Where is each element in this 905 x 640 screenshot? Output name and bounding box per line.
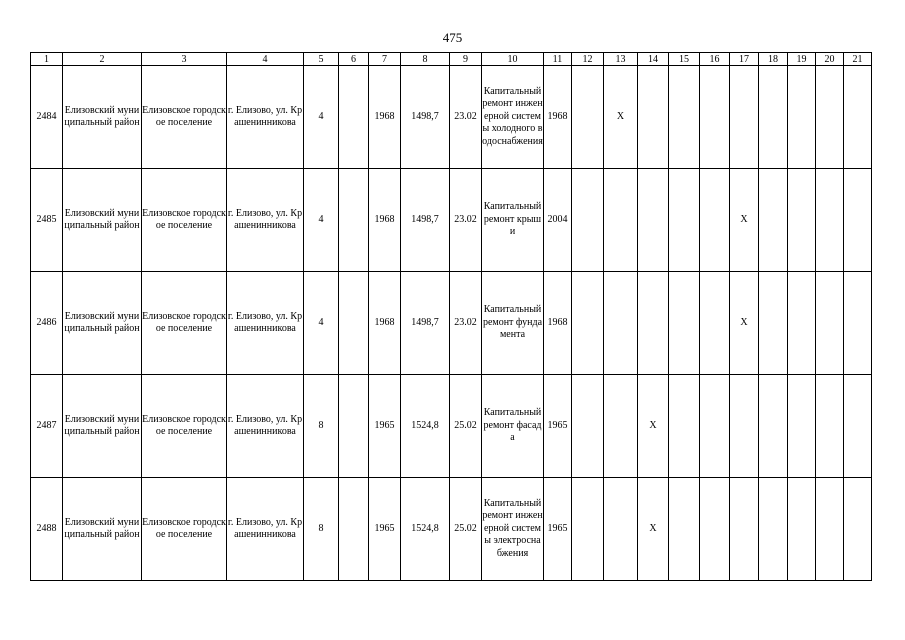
- column-number-header: [31, 53, 872, 66]
- cell-address: г. Елизово, ул. Крашенинникова: [227, 169, 304, 272]
- cell-mark-col-18: [759, 169, 788, 272]
- cell-year-built: 1965: [369, 375, 401, 478]
- cell-col-5: 4: [304, 272, 339, 375]
- header-row: [31, 53, 872, 66]
- cell-mark-col-12: [572, 66, 604, 169]
- cell-mark-col-15: [669, 169, 700, 272]
- cell-col-6: [339, 66, 369, 169]
- cell-mark-col-13: [604, 169, 638, 272]
- cell-col-6: [339, 272, 369, 375]
- column-number-16: 16: [700, 53, 730, 66]
- table-row: [31, 478, 872, 581]
- cell-mark-col-16: [700, 169, 730, 272]
- cell-mark-col-18: [759, 272, 788, 375]
- cell-mark-col-15: [669, 66, 700, 169]
- column-number-10: 10: [482, 53, 544, 66]
- cell-address: г. Елизово, ул. Крашенинникова: [227, 66, 304, 169]
- column-number-14: 14: [638, 53, 669, 66]
- cell-year: 1968: [544, 66, 572, 169]
- cell-settlement: Елизовское городское поселение: [142, 478, 227, 581]
- cell-work-type: Капитальный ремонт инженерной системы холодного водоснабжения: [482, 66, 544, 169]
- register-table: [30, 52, 872, 581]
- cell-mark-col-15: [669, 375, 700, 478]
- cell-col-6: [339, 478, 369, 581]
- cell-col-9: 23.02: [450, 272, 482, 375]
- cell-mark-col-19: [788, 169, 816, 272]
- cell-mark-col-21: [844, 375, 872, 478]
- cell-address: г. Елизово, ул. Крашенинникова: [227, 478, 304, 581]
- column-number-15: 15: [669, 53, 700, 66]
- cell-mark-col-16: [700, 66, 730, 169]
- column-number-5: 5: [304, 53, 339, 66]
- cell-mark-col-14: [638, 272, 669, 375]
- cell-col-5: 8: [304, 375, 339, 478]
- column-number-6: 6: [339, 53, 369, 66]
- column-number-2: 2: [63, 53, 142, 66]
- cell-mark-col-13: [604, 272, 638, 375]
- cell-year-built: 1968: [369, 272, 401, 375]
- cell-mark-col-14: X: [638, 478, 669, 581]
- column-number-11: 11: [544, 53, 572, 66]
- cell-district: Елизовский муниципальный район: [63, 478, 142, 581]
- cell-year: 2004: [544, 169, 572, 272]
- column-number-19: 19: [788, 53, 816, 66]
- cell-work-type: Капитальный ремонт фундамента: [482, 272, 544, 375]
- cell-mark-col-14: [638, 66, 669, 169]
- cell-col-9: 25.02: [450, 375, 482, 478]
- cell-settlement: Елизовское городское поселение: [142, 375, 227, 478]
- cell-record-id: 2486: [31, 272, 63, 375]
- cell-mark-col-16: [700, 272, 730, 375]
- cell-address: г. Елизово, ул. Крашенинникова: [227, 375, 304, 478]
- cell-mark-col-21: [844, 169, 872, 272]
- column-number-7: 7: [369, 53, 401, 66]
- cell-col-5: 4: [304, 169, 339, 272]
- cell-mark-col-21: [844, 272, 872, 375]
- cell-col-5: 4: [304, 66, 339, 169]
- cell-mark-col-20: [816, 478, 844, 581]
- cell-mark-col-18: [759, 66, 788, 169]
- cell-area: 1498,7: [401, 169, 450, 272]
- cell-mark-col-17: [730, 375, 759, 478]
- cell-area: 1524,8: [401, 375, 450, 478]
- cell-district: Елизовский муниципальный район: [63, 272, 142, 375]
- cell-work-type: Капитальный ремонт крыши: [482, 169, 544, 272]
- cell-mark-col-17: X: [730, 169, 759, 272]
- cell-mark-col-20: [816, 169, 844, 272]
- cell-mark-col-13: X: [604, 66, 638, 169]
- table-row: [31, 169, 872, 272]
- cell-settlement: Елизовское городское поселение: [142, 169, 227, 272]
- cell-mark-col-12: [572, 169, 604, 272]
- cell-address: г. Елизово, ул. Крашенинникова: [227, 272, 304, 375]
- cell-year: 1965: [544, 478, 572, 581]
- cell-year-built: 1968: [369, 169, 401, 272]
- table-row: [31, 375, 872, 478]
- cell-mark-col-20: [816, 375, 844, 478]
- cell-mark-col-19: [788, 375, 816, 478]
- column-number-3: 3: [142, 53, 227, 66]
- cell-mark-col-19: [788, 272, 816, 375]
- cell-year-built: 1965: [369, 478, 401, 581]
- cell-mark-col-16: [700, 375, 730, 478]
- cell-col-5: 8: [304, 478, 339, 581]
- cell-mark-col-18: [759, 478, 788, 581]
- cell-record-id: 2487: [31, 375, 63, 478]
- column-number-1: 1: [31, 53, 63, 66]
- cell-mark-col-17: [730, 66, 759, 169]
- cell-record-id: 2485: [31, 169, 63, 272]
- cell-mark-col-12: [572, 272, 604, 375]
- column-number-4: 4: [227, 53, 304, 66]
- cell-district: Елизовский муниципальный район: [63, 169, 142, 272]
- column-number-12: 12: [572, 53, 604, 66]
- cell-mark-col-20: [816, 272, 844, 375]
- cell-record-id: 2484: [31, 66, 63, 169]
- cell-work-type: Капитальный ремонт фасада: [482, 375, 544, 478]
- cell-mark-col-14: X: [638, 375, 669, 478]
- cell-mark-col-12: [572, 375, 604, 478]
- column-number-17: 17: [730, 53, 759, 66]
- table-row: [31, 272, 872, 375]
- cell-mark-col-18: [759, 375, 788, 478]
- cell-mark-col-19: [788, 478, 816, 581]
- column-number-13: 13: [604, 53, 638, 66]
- cell-mark-col-16: [700, 478, 730, 581]
- cell-mark-col-14: [638, 169, 669, 272]
- column-number-8: 8: [401, 53, 450, 66]
- column-number-9: 9: [450, 53, 482, 66]
- cell-col-6: [339, 169, 369, 272]
- table-row: [31, 66, 872, 169]
- cell-area: 1498,7: [401, 66, 450, 169]
- column-number-21: 21: [844, 53, 872, 66]
- cell-mark-col-21: [844, 66, 872, 169]
- cell-col-9: 25.02: [450, 478, 482, 581]
- table-body: [31, 66, 872, 581]
- cell-record-id: 2488: [31, 478, 63, 581]
- cell-area: 1524,8: [401, 478, 450, 581]
- cell-mark-col-19: [788, 66, 816, 169]
- cell-col-6: [339, 375, 369, 478]
- cell-col-9: 23.02: [450, 66, 482, 169]
- cell-settlement: Елизовское городское поселение: [142, 272, 227, 375]
- cell-district: Елизовский муниципальный район: [63, 66, 142, 169]
- cell-col-9: 23.02: [450, 169, 482, 272]
- cell-mark-col-15: [669, 272, 700, 375]
- cell-year-built: 1968: [369, 66, 401, 169]
- cell-mark-col-15: [669, 478, 700, 581]
- column-number-18: 18: [759, 53, 788, 66]
- cell-area: 1498,7: [401, 272, 450, 375]
- cell-mark-col-17: [730, 478, 759, 581]
- cell-district: Елизовский муниципальный район: [63, 375, 142, 478]
- cell-year: 1968: [544, 272, 572, 375]
- cell-year: 1965: [544, 375, 572, 478]
- cell-mark-col-20: [816, 66, 844, 169]
- cell-mark-col-21: [844, 478, 872, 581]
- cell-mark-col-17: X: [730, 272, 759, 375]
- cell-mark-col-12: [572, 478, 604, 581]
- cell-work-type: Капитальный ремонт инженерной системы электроснабжения: [482, 478, 544, 581]
- cell-settlement: Елизовское городское поселение: [142, 66, 227, 169]
- page-number: 475: [442, 30, 463, 45]
- column-number-20: 20: [816, 53, 844, 66]
- cell-mark-col-13: [604, 375, 638, 478]
- cell-mark-col-13: [604, 478, 638, 581]
